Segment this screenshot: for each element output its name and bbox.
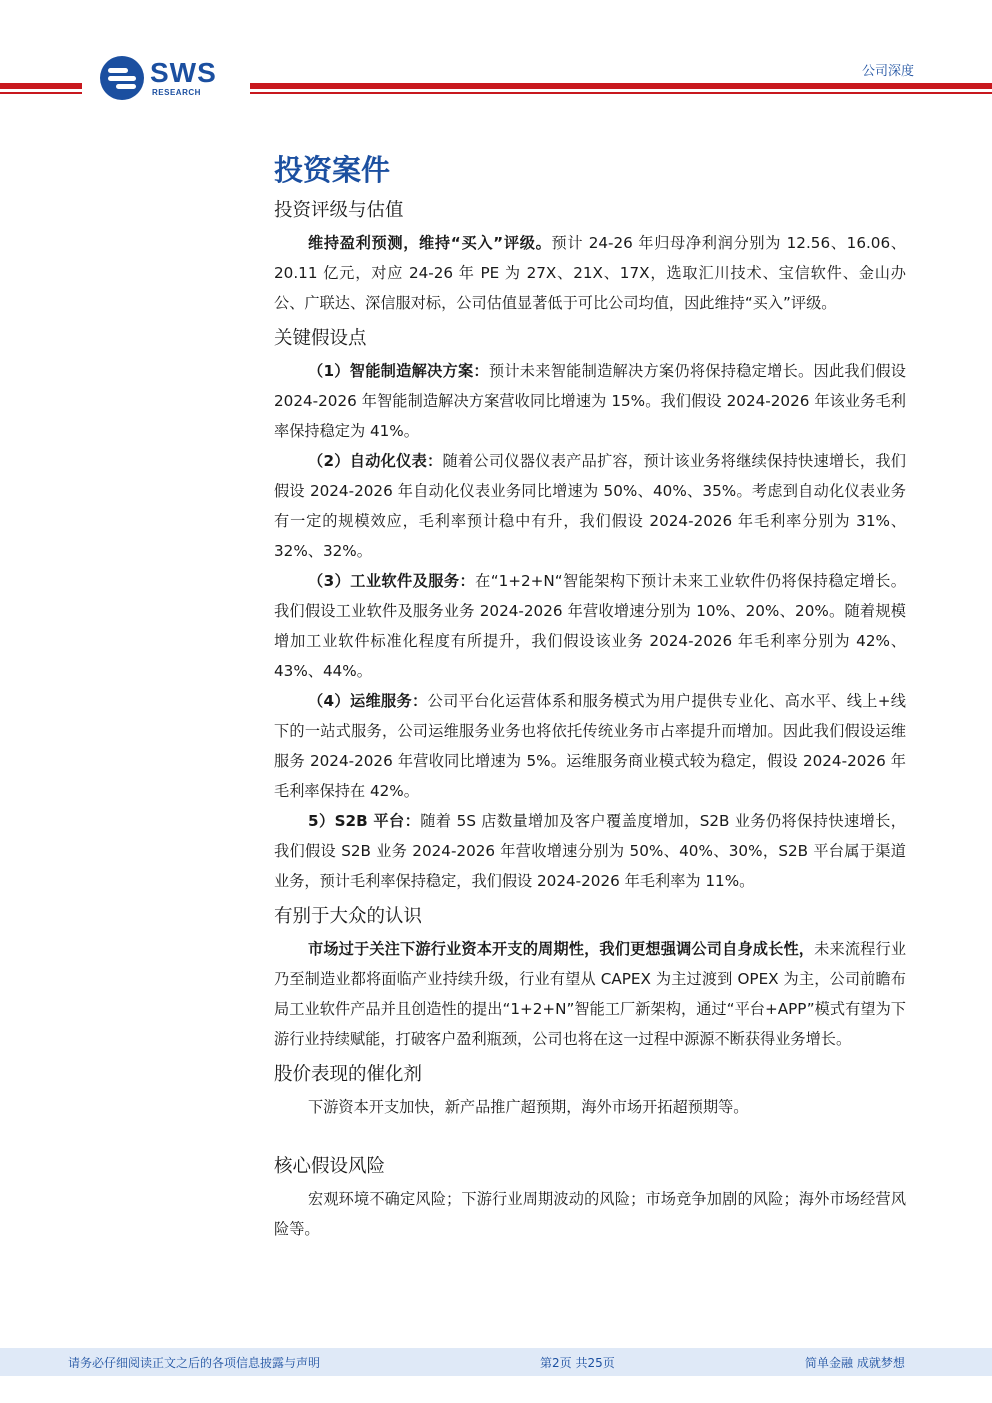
section-tag: 公司深度	[862, 64, 915, 79]
main-content	[274, 150, 906, 1244]
heading-risks: 核心假设风险	[274, 1156, 386, 1177]
paragraph-text: 预计 24-26 年归母净利润分别为 12.56、16.06、20.11 亿元，对应 24-26 年 PE 为 27X、21X、17X，选取汇川技术、宝信软件、金山办公、广联达、深信服对标，公司估值显著低于可比公司均值，因此维持“买入”评级。	[274, 234, 906, 312]
logo-subtext: RESEARCH	[152, 88, 201, 97]
paragraph-text: 在“1+2+N“智能架构下预计未来工业软件仍将保持稳定增长。我们假设工业软件及服务业务 2024-2026 年营收增速分别为 10%、20%、20%。随着规模增加工业软件标准化程度有所提升，我们假设该业务 2024-2026 年毛利率分别为 42%、43%、44%。	[274, 572, 906, 680]
paragraph-risks: 宏观环境不确定风险；下游行业周期波动的风险；市场竞争加剧的风险；海外市场经营风险等。	[274, 1190, 906, 1238]
logo-text: SWS	[150, 57, 217, 88]
paragraph-text: 预计未来智能制造解决方案仍将保持稳定增长。因此我们假设 2024-2026 年智能制造解决方案营收同比增速为 15%。我们假设 2024-2026 年该业务毛利率保持稳定为 41%。	[274, 362, 906, 440]
logo-mark-icon	[100, 56, 144, 100]
lead-bold: （1）智能制造解决方案：	[308, 362, 489, 380]
assumption-item	[274, 356, 906, 446]
page-header	[0, 0, 992, 120]
sws-logo	[100, 56, 230, 102]
lead-bold: 维持盈利预测，维持“买入”评级。	[308, 234, 552, 252]
paragraph-text: 未来流程行业乃至制造业都将面临产业持续升级，行业有望从 CAPEX 为主过渡到 OPEX 为主，公司前瞻布局工业软件产品并且创造性的提出“1+2+N”智能工厂新架构，通过“平台+APP”模式有望为下游行业持续赋能，打破客户盈利瓶颈，公司也将在这一过程中源源不断获得业务增长。	[274, 940, 907, 1048]
page-title: 投资案件	[274, 153, 391, 187]
heading-assumptions: 关键假设点	[274, 328, 367, 349]
lead-bold: 5）S2B 平台：	[308, 812, 421, 830]
header-rule-right	[250, 83, 992, 94]
assumption-item	[274, 566, 906, 686]
assumption-item	[274, 686, 906, 806]
footer-page-number: 第2页 共25页	[540, 1356, 615, 1370]
paragraph-catalysts: 下游资本开支加快，新产品推广超预期，海外市场开拓超预期等。	[308, 1098, 749, 1116]
heading-rating: 投资评级与估值	[274, 200, 404, 221]
assumption-item	[274, 806, 906, 896]
lead-bold: 市场过于关注下游行业资本开支的周期性，我们更想强调公司自身成长性，	[308, 940, 815, 958]
heading-catalysts: 股价表现的催化剂	[274, 1064, 423, 1085]
heading-differentiated-view: 有别于大众的认识	[274, 906, 423, 927]
footer-slogan: 简单金融 成就梦想	[805, 1356, 905, 1370]
paragraph-text: 随着 5S 店数量增加及客户覆盖度增加，S2B 业务仍将保持快速增长，我们假设 S2B 业务 2024-2026 年营收增速分别为 50%、40%、30%，S2B 平台属于渠道业务，预计毛利率保持稳定，我们假设 2024-2026 年毛利率为 11%。	[274, 812, 906, 890]
lead-bold: （4）运维服务：	[308, 692, 428, 710]
footer-disclaimer: 请务必仔细阅读正文之后的各项信息披露与声明	[68, 1356, 321, 1370]
header-rule-left	[0, 83, 82, 94]
lead-bold: （2）自动化仪表：	[308, 452, 443, 470]
paragraph-text: 随着公司仪器仪表产品扩容，预计该业务将继续保持快速增长，我们假设 2024-2026 年自动化仪表业务同比增速为 50%、40%、35%。考虑到自动化仪表业务有一定的规模效应，毛利率预计稳中有升，我们假设 2024-2026 年毛利率分别为 31%、32%、32%。	[274, 452, 906, 560]
lead-bold: （3）工业软件及服务：	[308, 572, 476, 590]
paragraph-differentiated-view	[274, 934, 906, 1054]
assumption-item	[274, 446, 906, 566]
paragraph-text: 公司平台化运营体系和服务模式为用户提供专业化、高水平、线上+线下的一站式服务，公司运维服务业务也将依托传统业务市占率提升而增加。因此我们假设运维服务 2024-2026 年营收同比增速为 5%。运维服务商业模式较为稳定，假设 2024-2026 年毛利率保持在 42%。	[274, 692, 906, 800]
paragraph-rating	[274, 228, 906, 318]
